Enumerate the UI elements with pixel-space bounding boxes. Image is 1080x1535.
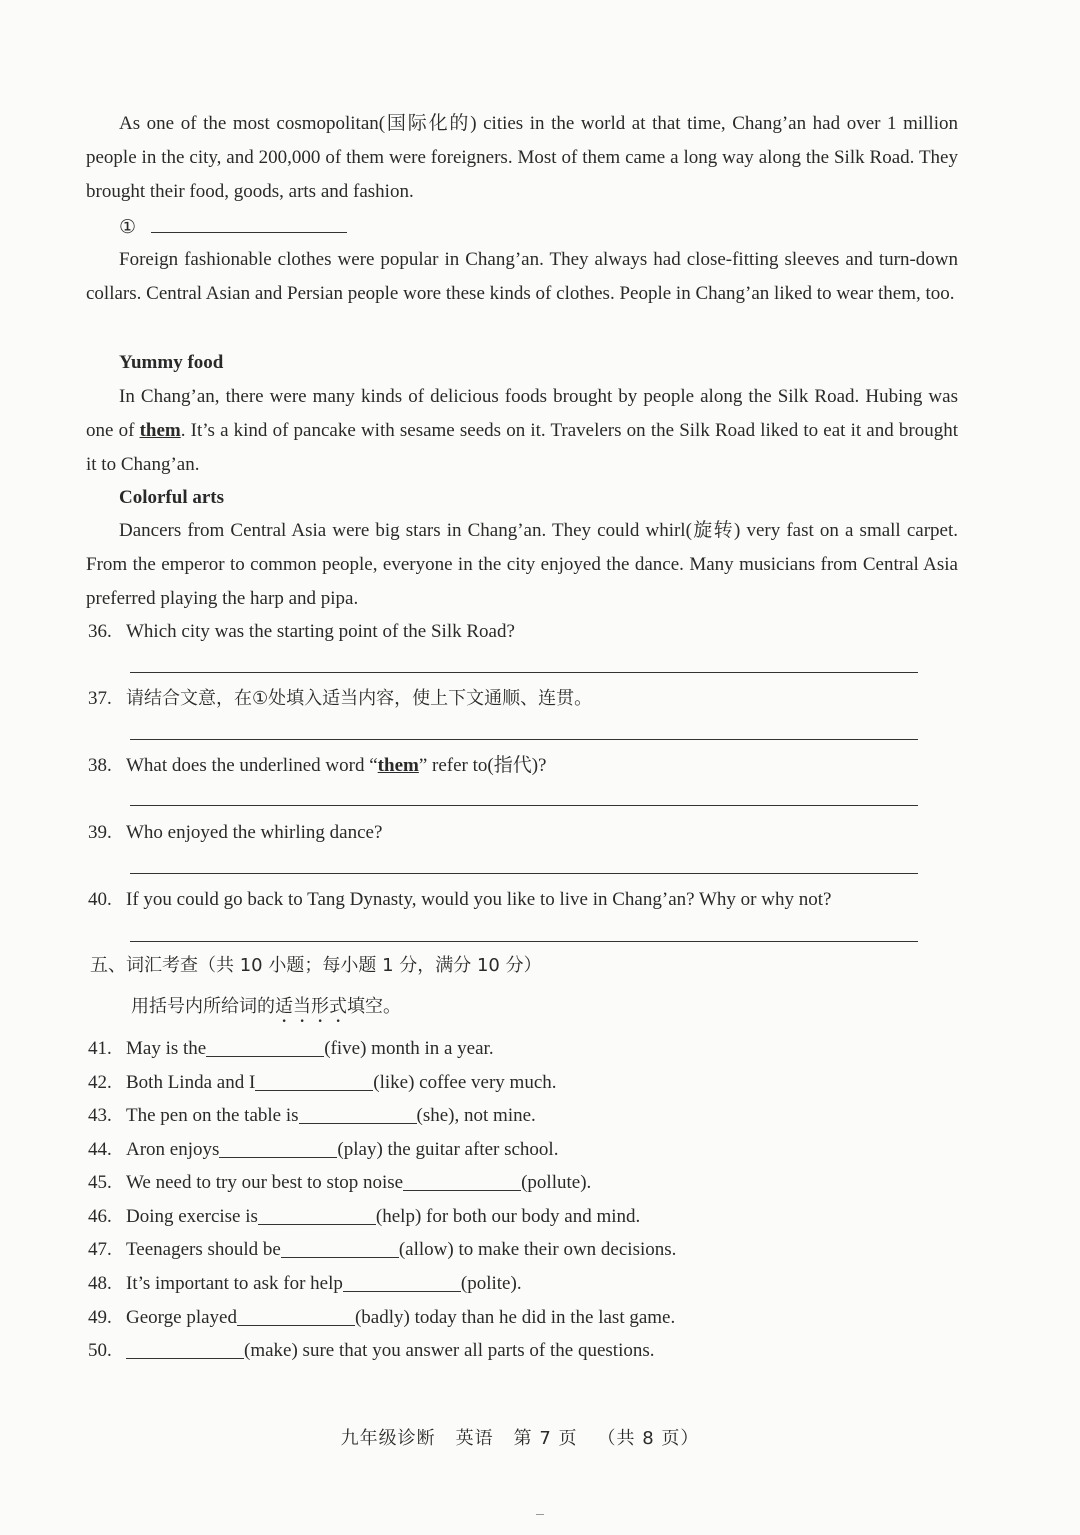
answer-line-40[interactable] (130, 941, 918, 942)
question-text: 请结合文意，在①处填入适当内容，使上下文通顺、连贯。 (126, 688, 593, 709)
item-number: 48. (88, 1273, 112, 1294)
question-number: 40. (88, 889, 112, 910)
footer-page: 第 7 页 (513, 1428, 578, 1449)
fill-blank[interactable] (299, 1103, 417, 1124)
item-number: 49. (88, 1307, 112, 1328)
blank-line[interactable] (151, 214, 347, 233)
question-number: 38. (88, 755, 112, 776)
vocab-item-44 (88, 1135, 558, 1165)
question-text: Which city was the starting point of the Silk Road? (126, 621, 515, 642)
item-text-after: (five) month in a year. (324, 1038, 494, 1059)
answer-line-39[interactable] (130, 873, 918, 874)
item-text-before: The pen on the table is (126, 1105, 299, 1126)
vocab-item-41 (88, 1034, 494, 1064)
item-number: 45. (88, 1172, 112, 1193)
vocab-item-46 (88, 1202, 640, 1232)
underlined-word-them: them (139, 420, 181, 441)
fill-blank[interactable] (281, 1237, 399, 1258)
answer-line-36[interactable] (130, 672, 918, 673)
underlined-word: them (377, 755, 419, 776)
instruction-emphasis: 适当形式 (275, 996, 347, 1017)
section-heading-arts: Colorful arts (119, 487, 225, 508)
fill-blank[interactable] (219, 1137, 337, 1158)
item-number: 46. (88, 1206, 112, 1227)
item-text-after: (play) the guitar after school. (337, 1139, 559, 1160)
fill-blank[interactable] (126, 1338, 244, 1359)
page-footer (0, 1424, 1040, 1450)
question-text: Who enjoyed the whirling dance? (126, 822, 383, 843)
question-37 (88, 684, 592, 714)
section-5-instruction (131, 992, 401, 1027)
question-36 (88, 617, 515, 647)
p3-after: . It’s a kind of pancake with sesame seeds on it. Travelers on the Silk Road liked to eat it and brought it to Chang’an. (86, 420, 958, 475)
vocab-item-49 (88, 1303, 675, 1333)
item-text-after: (she), not mine. (416, 1105, 536, 1126)
question-text-before: What does the underlined word “ (126, 755, 378, 776)
vocab-item-43 (88, 1101, 536, 1131)
fill-blank[interactable] (258, 1204, 376, 1225)
fill-blank[interactable] (255, 1070, 373, 1091)
item-text-before: Doing exercise is (126, 1206, 258, 1227)
fill-blank[interactable] (403, 1170, 521, 1191)
item-text-after: (make) sure that you answer all parts of the questions. (244, 1340, 655, 1361)
passage-paragraph-1: As one of the most cosmopolitan(国际化的) cities in the world at that time, Chang’an had over 1 million people in the city, and 200,000 of them were foreigners. Most of them came a long way along the Silk Road. They brought their food, goods, arts and fashion. (86, 113, 958, 202)
vocab-item-50 (88, 1336, 655, 1366)
item-text-before: May is the (126, 1038, 207, 1059)
passage-paragraph-3 (86, 380, 958, 482)
answer-line-37[interactable] (130, 739, 918, 740)
item-text-before: Both Linda and I (126, 1072, 256, 1093)
item-number: 47. (88, 1239, 112, 1260)
item-text-before: Aron enjoys (126, 1139, 220, 1160)
item-text-before: It’s important to ask for help (126, 1273, 343, 1294)
item-number: 50. (88, 1340, 112, 1361)
item-text-after: (help) for both our body and mind. (375, 1206, 641, 1227)
p3-before: In Chang’an, there were many kinds of delicious foods brought by people along the Silk Road. Hubing was one of (86, 386, 958, 441)
vocab-item-42 (88, 1068, 557, 1098)
passage-paragraph-4: Dancers from Central Asia were big stars in Chang’an. They could whirl(旋转) very fast on a small carpet. From the emperor to common people, everyone in the city enjoyed the dance. Many musicians from Central Asia preferred playing the harp and pipa. (86, 520, 958, 609)
fill-blank[interactable] (237, 1305, 355, 1326)
instruction-after: 填空。 (347, 996, 401, 1017)
item-text-after: (like) coffee very much. (373, 1072, 557, 1093)
section-heading-food: Yummy food (119, 352, 224, 373)
footer-subject: 英语 (455, 1428, 494, 1449)
footer-total: （共 8 页） (597, 1428, 700, 1449)
item-text-after: (polite). (460, 1273, 522, 1294)
question-number: 37. (88, 688, 112, 709)
item-text-before: We need to try our best to stop noise (126, 1172, 404, 1193)
item-number: 43. (88, 1105, 112, 1126)
passage-blank-1[interactable] (119, 211, 419, 245)
instruction-before: 用括号内所给词的 (131, 996, 275, 1017)
passage-paragraph-2: Foreign fashionable clothes were popular in Chang’an. They always had close-fitting sleeves and turn-down collars. Central Asian and Persian people wore these kinds of clothes. People in Chang’an liked to wear them, too. (86, 249, 958, 304)
question-39 (88, 818, 382, 848)
item-text-before: Teenagers should be (126, 1239, 281, 1260)
item-text-after: (pollute). (521, 1172, 592, 1193)
item-number: 41. (88, 1038, 112, 1059)
scan-mark (536, 1514, 544, 1519)
fill-blank[interactable] (206, 1036, 324, 1057)
question-number: 39. (88, 822, 112, 843)
item-text-after: (badly) today than he did in the last game. (354, 1307, 676, 1328)
footer-grade: 九年级诊断 (340, 1428, 436, 1449)
vocab-item-47 (88, 1235, 676, 1265)
item-text-after: (allow) to make their own decisions. (398, 1239, 677, 1260)
section-5-title: 五、词汇考查（共 10 小题；每小题 1 分，满分 10 分） (90, 955, 542, 976)
question-text: If you could go back to Tang Dynasty, would you like to live in Chang’an? Why or why not? (126, 889, 832, 910)
question-text-after: ” refer to(指代)? (418, 755, 547, 776)
question-40 (88, 885, 831, 915)
item-number: 44. (88, 1139, 112, 1160)
vocab-item-45 (88, 1168, 591, 1198)
blank-marker: ① (119, 217, 137, 238)
item-number: 42. (88, 1072, 112, 1093)
fill-blank[interactable] (343, 1271, 461, 1292)
answer-line-38[interactable] (130, 805, 918, 806)
question-number: 36. (88, 621, 112, 642)
vocab-item-48 (88, 1269, 522, 1299)
item-text-before: George played (126, 1307, 237, 1328)
question-38 (88, 751, 546, 781)
